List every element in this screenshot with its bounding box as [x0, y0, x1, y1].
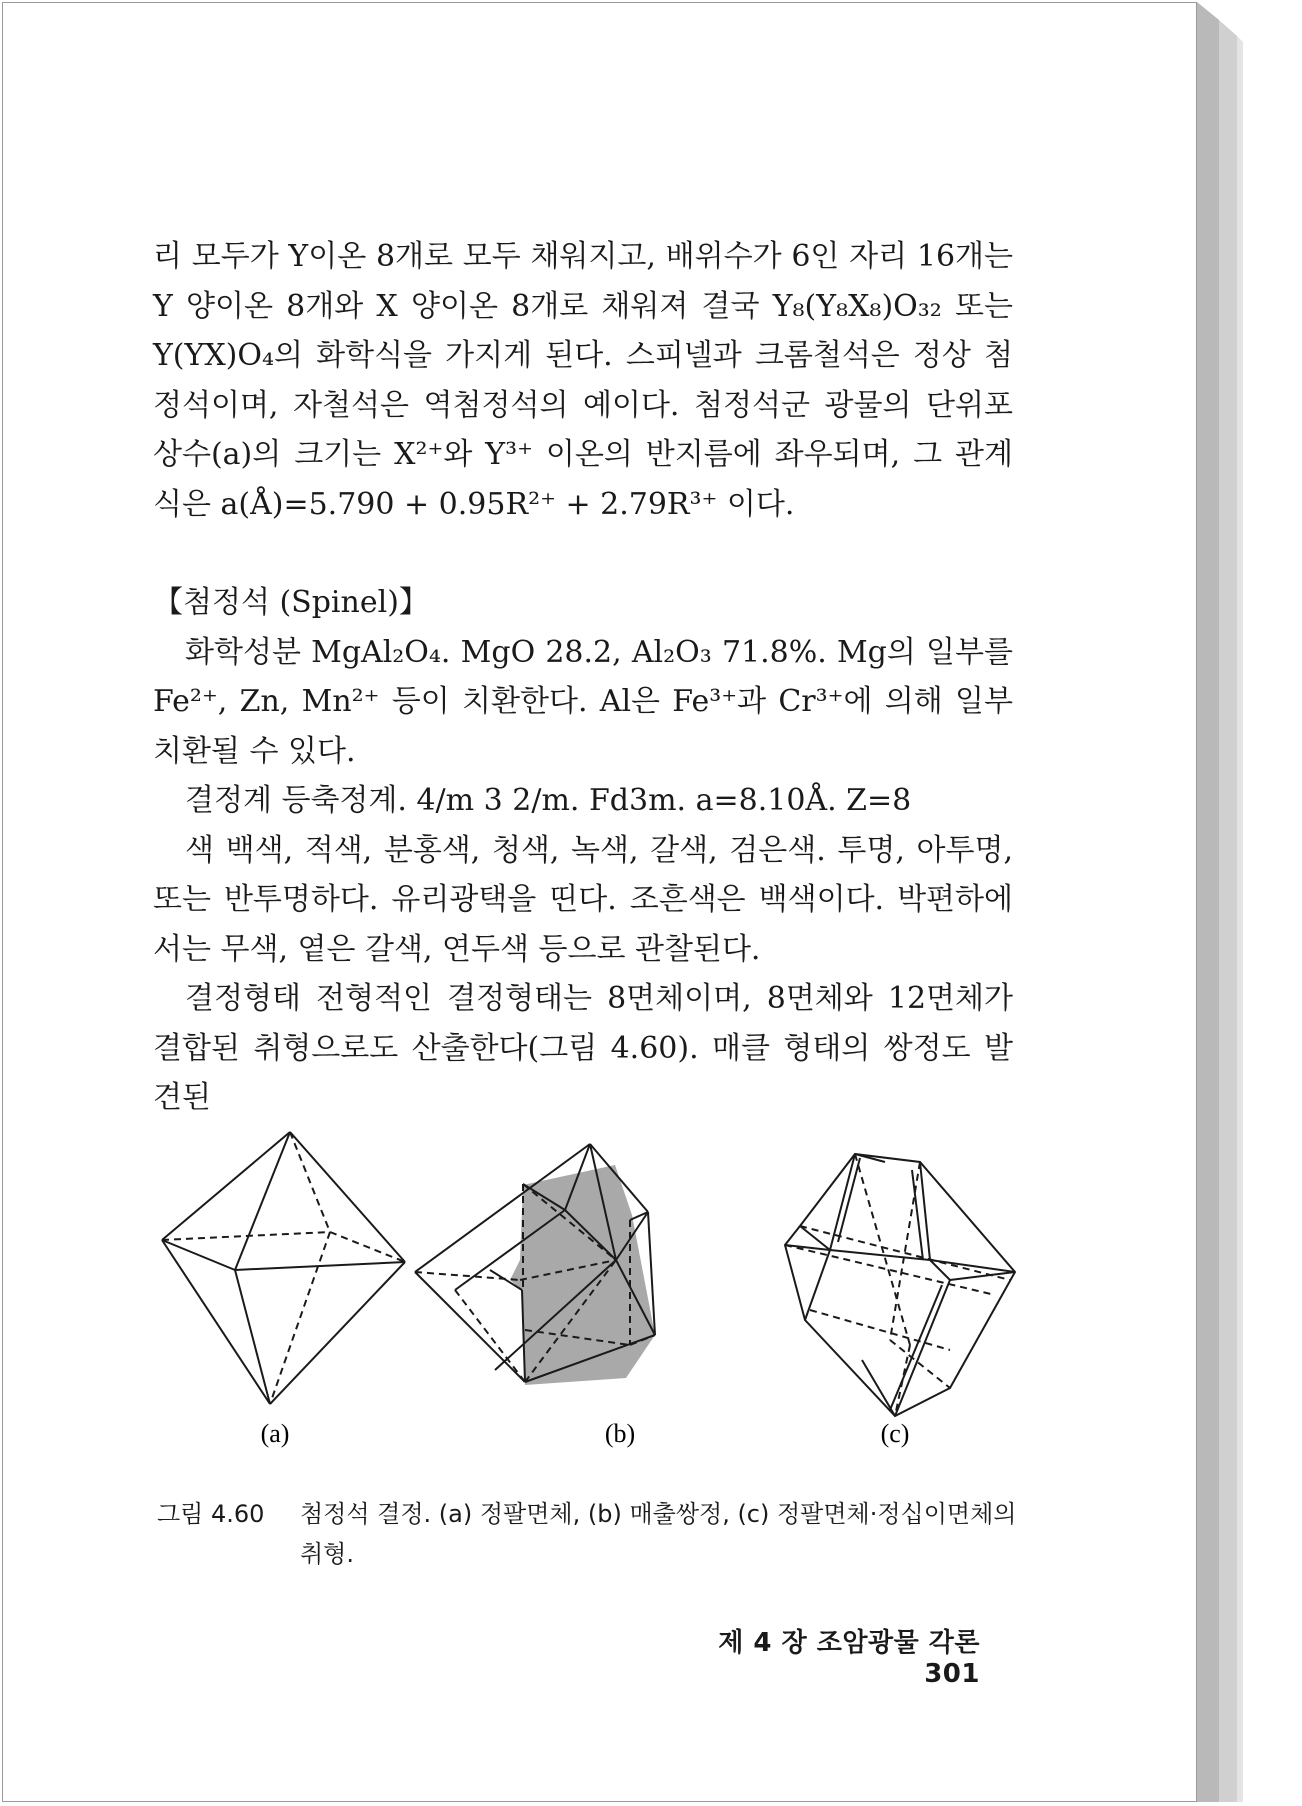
caption-text: 첨정석 결정. (a) 정팔면체, (b) 매출쌍정, (c) 정팔면체·정십이면체의 취형.	[300, 1500, 1017, 1568]
octahedron-drawing	[162, 1132, 405, 1404]
paragraph-color: 색 백색, 적색, 분홍색, 청색, 녹색, 갈색, 검은색. 투명, 아투명, 또는 반투명하다. 유리광택을 띤다. 조흔색은 백색이다. 박편하에서는 무색, 옅은 갈색, 연두색 등으로 관찰된다.	[153, 832, 1013, 967]
figure-label-a: (a)	[260, 1419, 290, 1448]
paragraph-unit-cell: 리 모두가 Y이온 8개로 모두 채워지고, 배위수가 6인 자리 16개는 Y 양이온 8개와 X 양이온 8개로 채워져 결국 Y₈(Y₈X₈)O₃₂ 또는 Y(YX)O₄의 화학식을 가지게 된다. 스피넬과 크롬철석은 정상 첨정석이며, 자철석은 역첨정석의 예이다. 첨정석군 광물의 단위포 상수(a)의 크기는 X²⁺와 Y³⁺ 이온의 반지름에 좌우되며, 그 관계식은 a(Å)=5.790 + 0.95R²⁺ + 2.79R³⁺ 이다.	[153, 239, 1013, 522]
paragraph-composition: 화학성분 MgAl₂O₄. MgO 28.2, Al₂O₃ 71.8%. Mg의 일부를 Fe²⁺, Zn, Mn²⁺ 등이 치환한다. Al은 Fe³⁺과 Cr³⁺에 의해 일부 치환될 수 있다.	[153, 634, 1013, 769]
spinel-twin-drawing	[415, 1144, 655, 1385]
caption-number: 그림 4.60	[157, 1500, 265, 1528]
crystal-figure	[150, 1120, 1030, 1450]
page-edge-shadow	[1197, 2, 1257, 1802]
section-heading-spinel: 【첨정석 (Spinel)】	[153, 585, 429, 620]
octahedron-dodecahedron-drawing	[785, 1154, 1015, 1416]
figure-label-c: (c)	[880, 1419, 910, 1448]
body-text	[153, 232, 1013, 1123]
figure-label-b: (b)	[604, 1419, 636, 1448]
page-footer: 제 4 장 조암광물 각론 301	[718, 1628, 980, 1689]
paragraph-crystal-system: 결정계 등축정계. 4/m 3 2/m. Fd3m. a=8.10Å. Z=8	[185, 783, 912, 818]
paragraph-crystal-form: 결정형태 전형적인 결정형태는 8면체이며, 8면체와 12면체가 결합된 취형으로도 산출한다(그림 4.60). 매클 형태의 쌍정도 발견된	[153, 981, 1013, 1115]
